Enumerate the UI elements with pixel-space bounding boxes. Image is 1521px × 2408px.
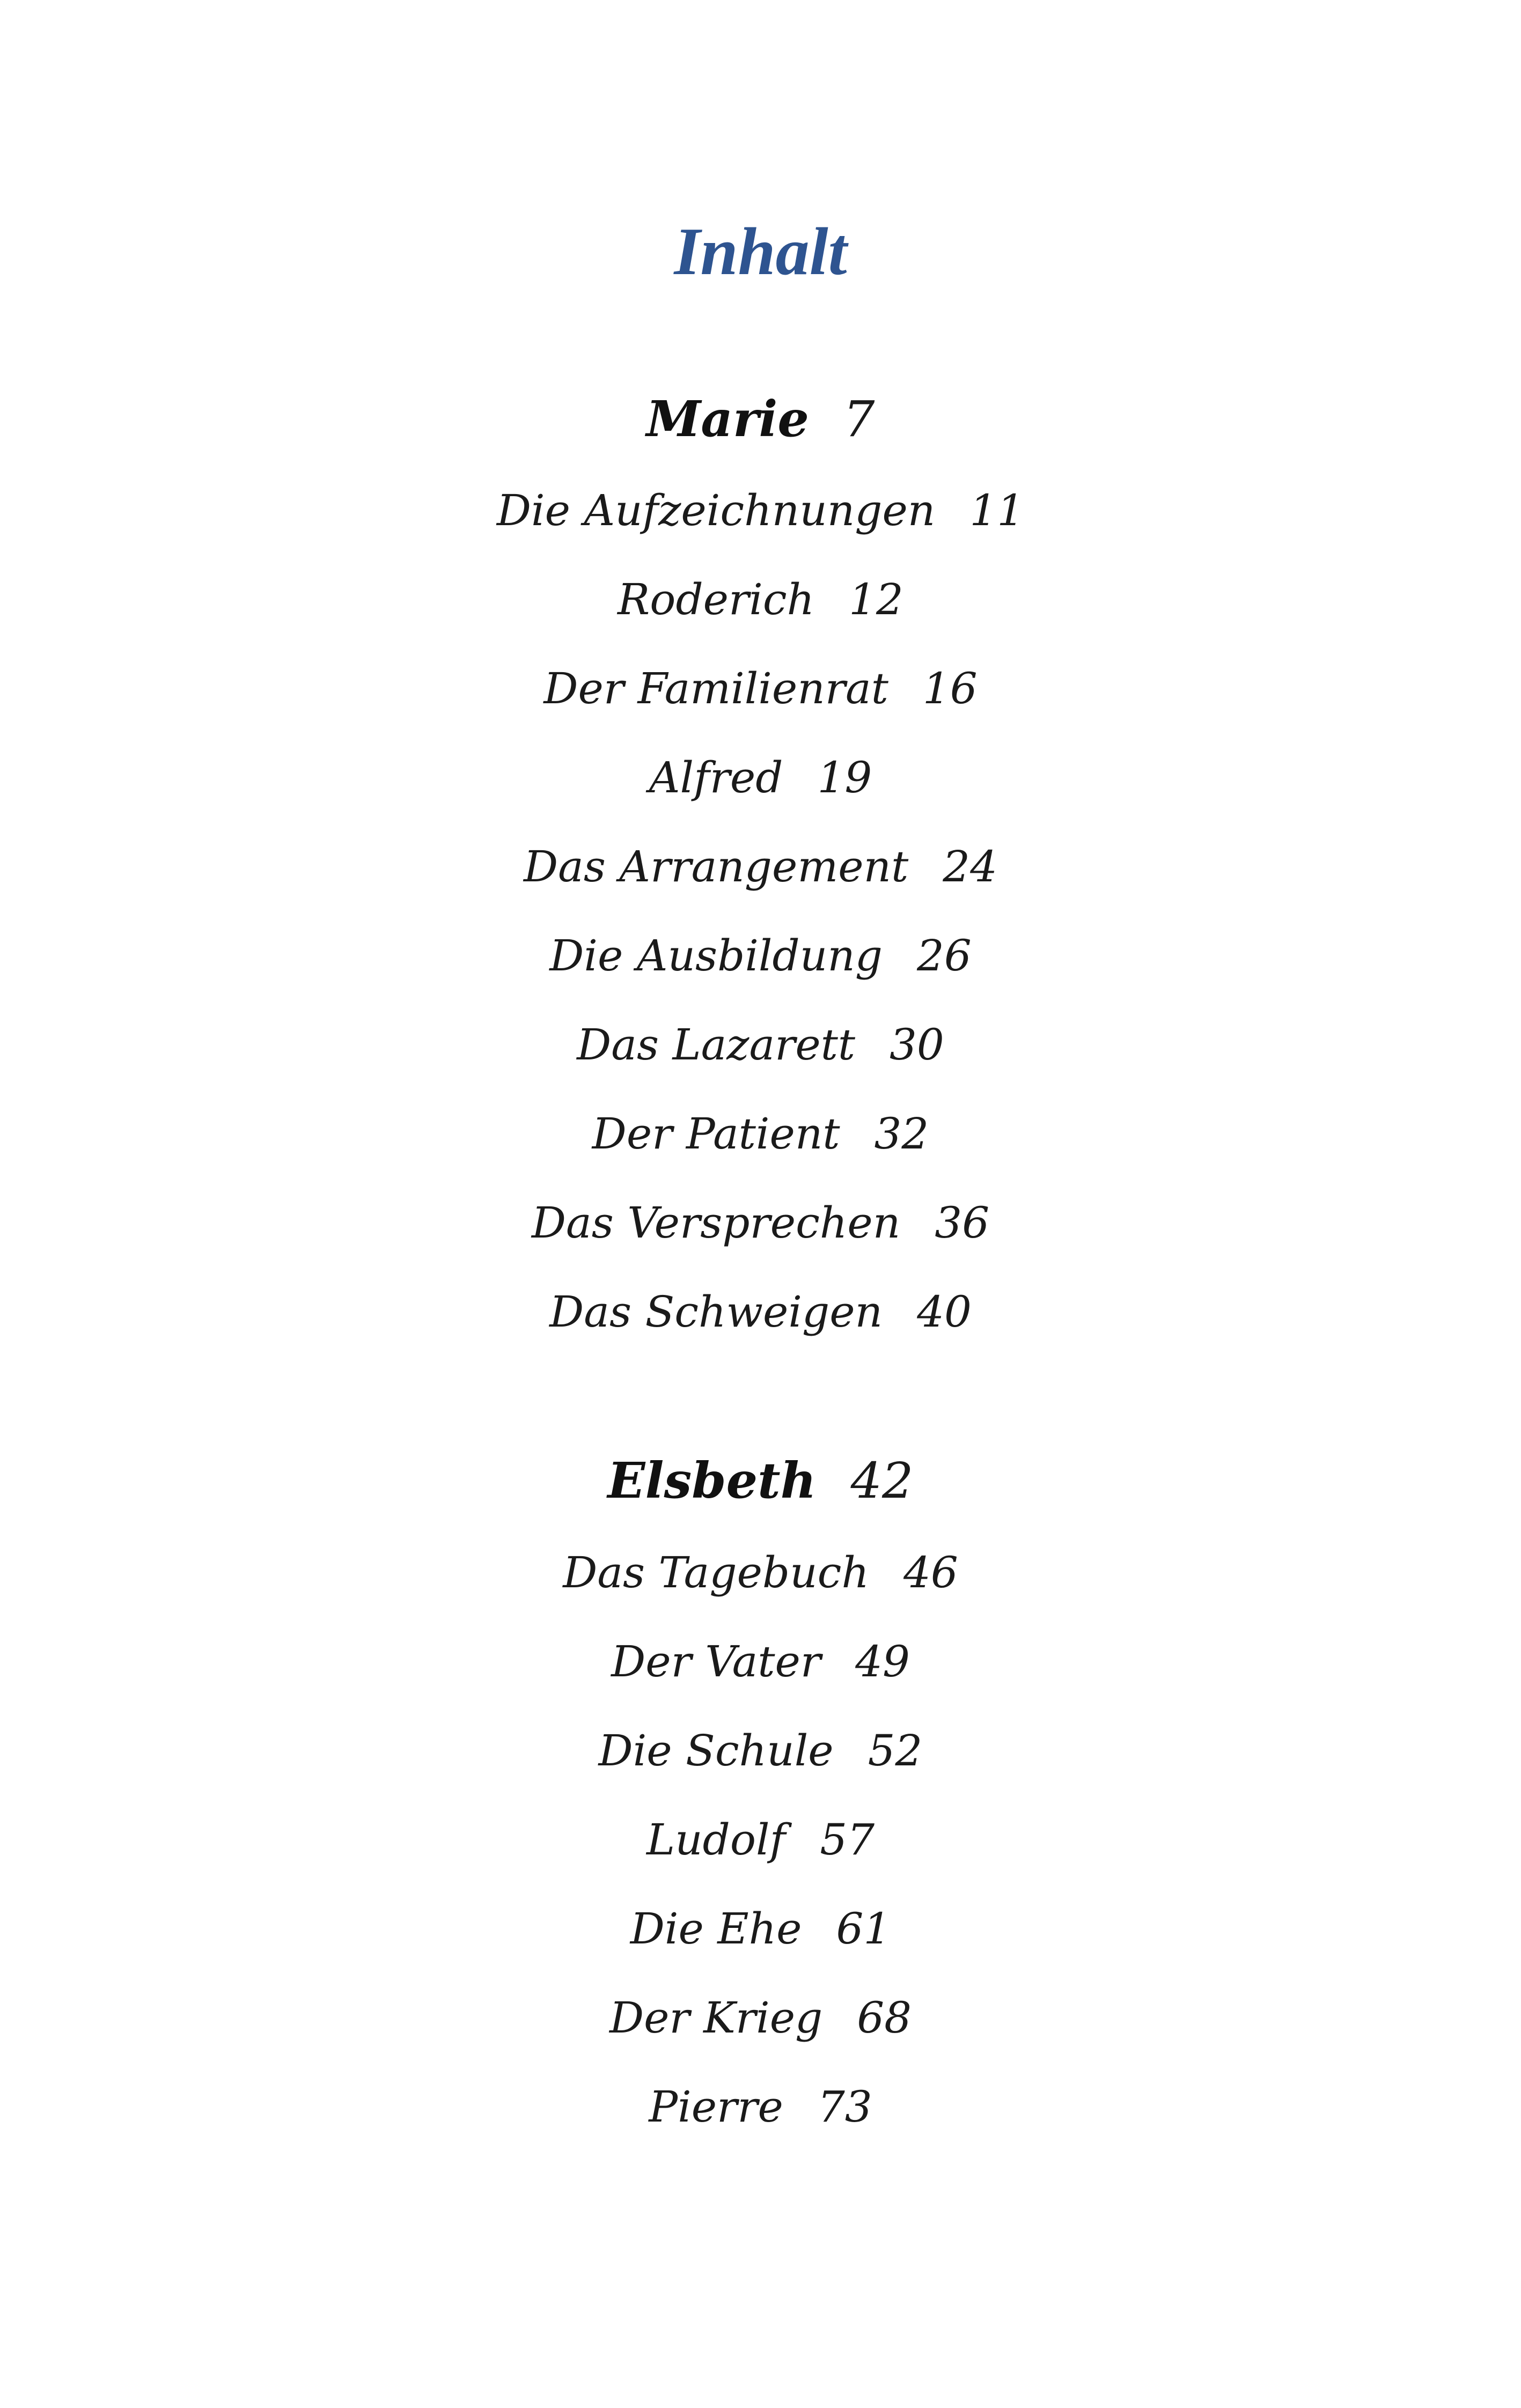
page-title: Inhalt: [674, 215, 847, 289]
chapter-page-number: 16: [922, 664, 978, 713]
chapter-title: Pierre: [649, 2082, 783, 2132]
chapter-page-number: 40: [917, 1287, 972, 1337]
toc-entry: [0, 573, 1521, 627]
chapter-page-number: 52: [868, 1726, 923, 1776]
part-title: Marie: [646, 390, 809, 448]
toc-entry: [0, 1546, 1521, 1600]
chapter-page-number: 49: [855, 1637, 910, 1687]
chapter-title: Der Patient: [592, 1109, 840, 1159]
chapter-page-number: 61: [836, 1904, 891, 1954]
chapter-page-number: 12: [849, 575, 903, 624]
toc-entry: [0, 662, 1521, 716]
toc-part-marie: [0, 389, 1521, 449]
toc-entry: [0, 484, 1521, 537]
chapter-page-number: 46: [903, 1548, 958, 1597]
toc-entry: [0, 1813, 1521, 1867]
chapter-page-number: 73: [817, 2082, 872, 2132]
chapter-title: Die Aufzeichnungen: [496, 485, 936, 535]
chapter-title: Der Vater: [611, 1637, 821, 1687]
part-page-number: 42: [850, 1452, 914, 1509]
chapter-page-number: 30: [890, 1020, 944, 1070]
chapter-title: Der Familienrat: [543, 664, 888, 713]
toc-entry: [0, 751, 1521, 805]
chapter-page-number: 32: [874, 1109, 929, 1159]
chapter-page-number: 57: [820, 1815, 875, 1865]
toc-entry: [0, 1635, 1521, 1689]
toc-entry: [0, 840, 1521, 894]
chapter-page-number: 24: [943, 842, 998, 892]
chapter-page-number: 68: [857, 1993, 912, 2043]
toc-entry: [0, 929, 1521, 983]
chapter-title: Alfred: [649, 753, 783, 802]
part-title: Elsbeth: [607, 1452, 817, 1509]
toc-part-elsbeth: [0, 1451, 1521, 1511]
toc-entry: [0, 1902, 1521, 1956]
chapter-title: Das Lazarett: [577, 1020, 856, 1070]
chapter-page-number: 19: [817, 753, 872, 802]
chapter-title: Die Schule: [598, 1726, 834, 1776]
chapter-title: Die Ausbildung: [549, 931, 883, 981]
chapter-title: Der Krieg: [609, 1993, 823, 2043]
toc-entry: [0, 1196, 1521, 1250]
chapter-page-number: 26: [916, 931, 972, 981]
chapter-title: Das Arrangement: [523, 842, 909, 892]
part-page-number: 7: [843, 391, 875, 448]
toc-entry: [0, 1018, 1521, 1072]
chapter-page-number: 11: [969, 485, 1025, 535]
chapter-title: Das Schweigen: [549, 1287, 883, 1337]
chapter-title: Ludolf: [646, 1815, 786, 1865]
chapter-title: Roderich: [618, 575, 815, 624]
chapter-title: Das Versprechen: [531, 1198, 901, 1248]
toc-entry: [0, 1991, 1521, 2045]
toc-entry: [0, 2080, 1521, 2134]
chapter-title: Das Tagebuch: [563, 1548, 869, 1597]
toc-entry: [0, 1107, 1521, 1161]
toc-entry: [0, 1724, 1521, 1778]
chapter-page-number: 36: [935, 1198, 990, 1248]
chapter-title: Die Ehe: [630, 1904, 802, 1954]
toc-entry: [0, 1285, 1521, 1339]
